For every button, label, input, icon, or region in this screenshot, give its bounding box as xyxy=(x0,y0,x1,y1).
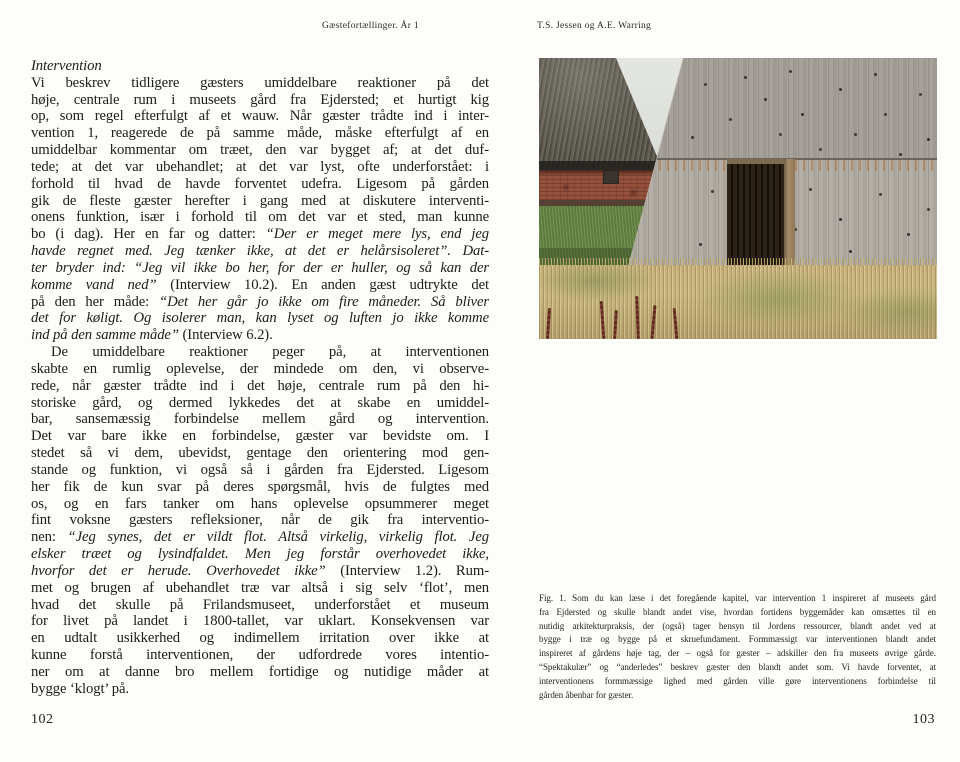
body-line: nen: “Jeg synes, det er vildt flot. Altså virkelig, virkelig flot. Jeg xyxy=(31,529,489,546)
body-line: ner om at danne bro mellem fortidige og nutidige måder at xyxy=(31,663,489,680)
running-title-right: T.S. Jessen og A.E. Warring xyxy=(537,21,652,31)
caption-line: “Spektakulær” og “anderledes” beskrev gæster den blandt andet som. Vi havde forventet, at xyxy=(539,661,936,672)
page-number-left: 102 xyxy=(31,712,54,727)
body-line: op, som regel efterfulgt af et wauw. Når gæster trådte ind i inter- xyxy=(31,108,489,125)
body-line: høje, centrale rum i museets gård fra Ejdersted; et hurtigt kig xyxy=(31,91,489,108)
body-line: en udtalt usikkerhed og indimellem irritation over ikke at xyxy=(31,630,489,647)
body-line: umiddelbar kommentar om træet, den var bygget af; at det duf- xyxy=(31,142,489,159)
body-line: forhold til hvad de havde forventet udefra. Ligesom på gården xyxy=(31,175,489,192)
page-number-right: 103 xyxy=(912,712,935,727)
door-leaf xyxy=(727,164,784,270)
body-line: os, og en fars tanker om hans oplevelse opsummerer meget xyxy=(31,495,489,512)
body-line: De umiddelbare reaktioner peger på, at interventionen xyxy=(51,344,489,361)
body-line: stedet så vi dem, ubevidst, gentage den orientering mod gen- xyxy=(31,445,489,462)
body-line: stande og funktion, vi også så i gården fra Ejdersted. Ligesom xyxy=(31,461,489,478)
caption-line: fra Ejdersted og skulle blandt andet vise, hvordan fortidens byggemåder kan omsættes til en xyxy=(539,606,936,617)
body-line: her fik de kun svar på deres spørgsmål, hvis de fulgtes med xyxy=(31,478,489,495)
body-line: for livet på landet i 1800-tallet, var uklart. Konsekvensen var xyxy=(31,613,489,630)
caption-line: gården åbenbar for gæster. xyxy=(539,689,634,700)
body-line: ter bryder ind: “Jeg vil ikke bo her, for der er huller, og så kan der xyxy=(31,259,489,276)
body-line: det for køligt. Og isolerer man, kan lyset og luften jo ikke komme xyxy=(31,310,489,327)
caption-line: Fig. 1. Som du kan læse i det foregående kapitel, var intervention 1 inspireret af museets gård xyxy=(539,593,936,603)
body-line: vention 1, reagerede de på samme måde, måske efterfulgt af en xyxy=(31,125,489,142)
thatched-roof xyxy=(539,58,674,172)
body-line: skabte en rumlig oplevelse, der mindede om den, vi observe- xyxy=(31,360,489,377)
body-line: storiske gård, og dermed lykkedes det at skabe en umiddel- xyxy=(31,394,489,411)
body-line: Det var bare ikke en forbindelse, gæster var bevidste om. I xyxy=(31,428,489,445)
body-line: hvorfor det er herude. Overhovedet ikke” (Interview 1.2). Rum- xyxy=(31,562,489,579)
body-line: tede; at det var ubehandlet; at det var lyst, ofte underforstået: i xyxy=(31,158,489,175)
body-line: Intervention xyxy=(31,58,102,74)
running-title-left: Gæstefortællinger. År 1 xyxy=(322,21,419,31)
caption-line: nutidig arkitekturpraksis, der (også) tager hensyn til Jordens ressourcer, blandt andet ved at xyxy=(539,620,936,631)
body-line: fint voksne gæsters refleksioner, når de gik fra interventio- xyxy=(31,512,489,529)
caption-line: inspireret af gårdens høje tag, der – også for gæster – adskiller den fra museets øvrige gårde. xyxy=(539,648,936,659)
body-line: kunne forstå interventionen, der udfordrede vores intentio- xyxy=(31,646,489,663)
body-line: hvad det skulle på Frilandsmuseet, underforstået et museum xyxy=(31,596,489,613)
caption-line: interventionens formmæssige lighed med gården ville gøre interventionens forbindelse til xyxy=(539,675,936,686)
figure-photo xyxy=(539,58,937,339)
body-line: komme vand ned” (Interview 10.2). En anden gæst udtrykte det xyxy=(31,276,489,293)
caption-line: bygge i træ og bygge på et skruefundament. Formmæssigt var interventionen blandt andet xyxy=(539,634,936,645)
body-line: bygge ‘klogt’ på. xyxy=(31,680,129,697)
figure-caption xyxy=(539,592,936,702)
body-line: elsker træet og lysindfaldet. Men jeg forstår overhovedet ikke, xyxy=(31,546,489,563)
body-line: bar, sansemæssig forbindelse mellem gård og intervention. xyxy=(31,411,489,428)
farmhouse-window xyxy=(603,170,619,184)
body-line: Vi beskrev tidligere gæsters umiddelbare reaktioner på det xyxy=(31,74,489,91)
body-line: gik de fleste gæster herefter i gang med at diskutere interventi- xyxy=(31,192,489,209)
body-line: ind på den samme måde” (Interview 6.2). xyxy=(31,327,273,344)
dry-grass-foreground xyxy=(539,265,937,339)
body-line: onens funktion, især i forhold til om det var et sted, man kunne xyxy=(31,209,489,226)
body-line: havde regnet med. Jeg tænker ikke, at det er helårsisoleret”. Dat- xyxy=(31,243,489,260)
body-text-block xyxy=(31,58,489,697)
body-line: met og brugen af ubehandlet træ var altså i sig selv ‘flot’, men xyxy=(31,579,489,596)
body-line: på den her måde: “Det her går jo ikke om fire måneder. Så bliver xyxy=(31,293,489,310)
body-line: bo (i dag). Her en far og datter: “Der er meget mere lys, end jeg xyxy=(31,226,489,243)
body-line: rede, når gæster trådte ind i det høje, centrale rum på den hi- xyxy=(31,377,489,394)
